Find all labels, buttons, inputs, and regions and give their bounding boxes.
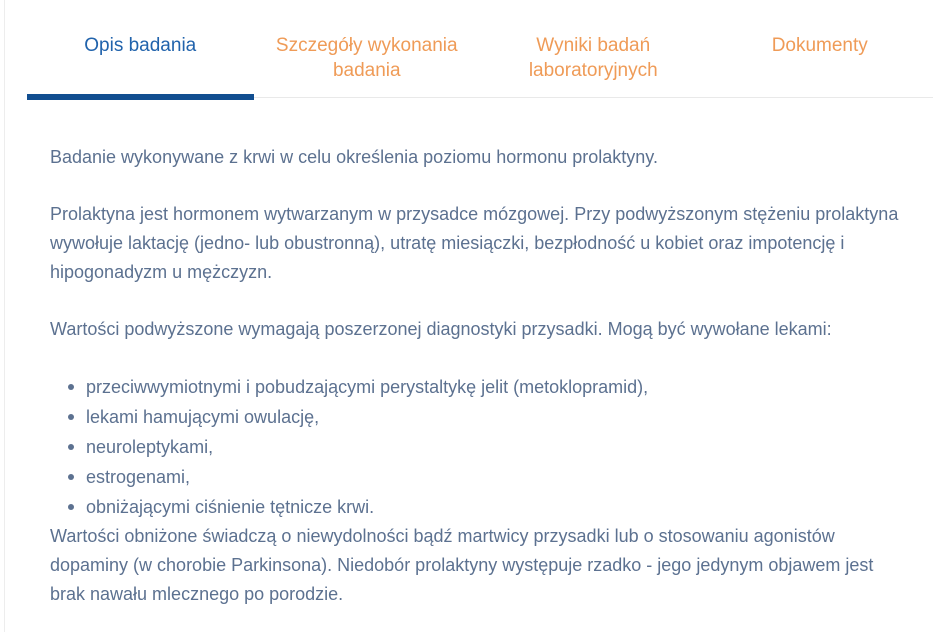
tab-label: Wyniki badań laboratoryjnych bbox=[528, 35, 658, 81]
paragraph-description: Prolaktyna jest hormonem wytwarzanym w przysadce mózgowej. Przy podwyższonym stężeniu prolaktyna wywołuje laktację (jedno- lub obustronną), utratę miesiączki, bezpłodność u kobiet oraz impotencję i hipogonadyzm u mężczyzn. bbox=[50, 204, 899, 282]
tab-label: Opis badania bbox=[84, 35, 197, 56]
active-tab-indicator bbox=[27, 94, 254, 100]
paragraph-elevated-values: Wartości podwyższone wymagają poszerzonej diagnostyki przysadki. Mogą być wywołane lekami: bbox=[50, 319, 832, 339]
tab-wyniki-badan-laboratoryjnych[interactable] bbox=[480, 33, 707, 83]
list-item: estrogenami, bbox=[66, 462, 905, 492]
list-item: obniżającymi ciśnienie tętnicze krwi. bbox=[66, 492, 905, 522]
tab-label: Dokumenty bbox=[771, 35, 868, 56]
tab-bar-divider bbox=[27, 97, 933, 98]
panel-left-border bbox=[4, 0, 5, 632]
tab-label: Szczegóły wykonania badania bbox=[275, 35, 458, 81]
paragraph-lowered-values: Wartości obniżone świadczą o niewydolności bądź martwicy przysadki lub o stosowaniu agonistów dopaminy (w chorobie Parkinsona). Niedobór prolaktyny występuje rzadko - jego jedynym objawem jest brak nawału mlecznego po porodzie. bbox=[50, 526, 874, 604]
list-item: neuroleptykami, bbox=[66, 432, 905, 462]
tab-content-opis-badania bbox=[50, 143, 905, 609]
list-item: lekami hamującymi owulację, bbox=[66, 402, 905, 432]
tab-szczegoly-wykonania-badania[interactable] bbox=[254, 33, 481, 83]
tab-dokumenty[interactable] bbox=[707, 33, 934, 58]
list-item: przeciwwymiotnymi i pobudzającymi perystaltykę jelit (metoklopramid), bbox=[66, 372, 905, 402]
tab-opis-badania[interactable] bbox=[27, 33, 254, 58]
medication-list bbox=[66, 372, 905, 522]
paragraph-intro: Badanie wykonywane z krwi w celu określenia poziomu hormonu prolaktyny. bbox=[50, 147, 658, 167]
tab-bar bbox=[27, 0, 933, 97]
